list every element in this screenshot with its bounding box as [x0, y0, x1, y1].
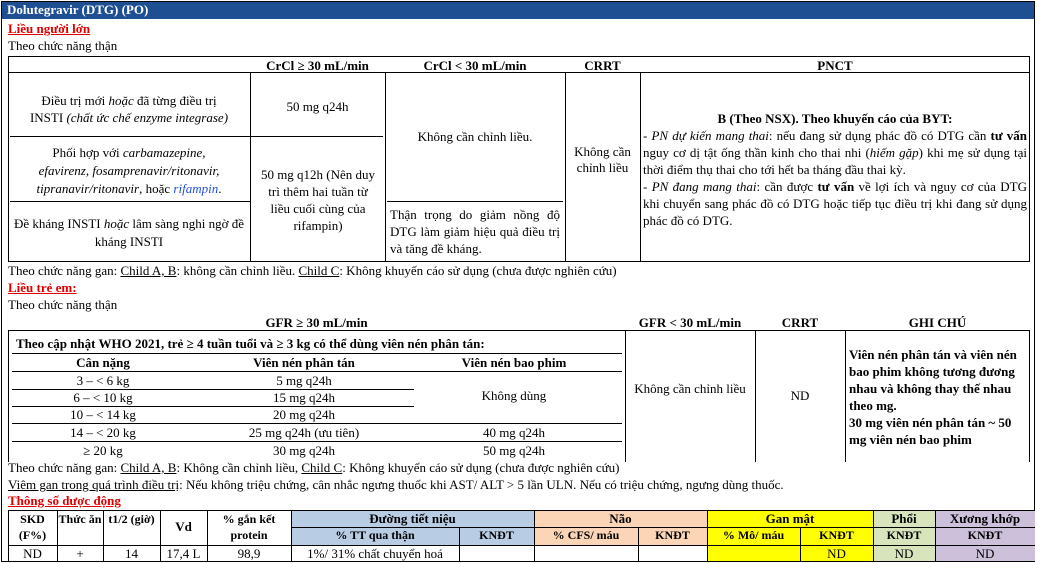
child-liver-note: Theo chức năng gan: Child A, B: Không cần chỉnh liều, Child C: Không khuyến cáo sử dụng (chưa được nghiên cứu): [8, 460, 620, 475]
pk-heading: Thông số dược động: [8, 493, 121, 508]
pk-col-half-life: t1/2 (giờ): [108, 512, 155, 526]
pk-sub-lung-kndt: KNĐT: [886, 528, 922, 542]
film-row-4: 40 mg q24h: [482, 425, 546, 440]
pk-val-half-life: 14: [125, 546, 138, 561]
pk-group-brain: Não: [609, 511, 632, 526]
pk-brain-value-bg: [534, 545, 707, 561]
child-header-crrt: CRRT: [781, 315, 819, 330]
adult-situation-resistance: Đề kháng INSTI hoặc lâm sàng nghi ngờ đề kháng INSTI: [13, 216, 245, 249]
pk-sub-urinary-kndt: KNĐT: [479, 528, 514, 542]
adult-header-crcl-high: CrCl ≥ 30 mL/min: [266, 58, 369, 73]
film-not-used: Không dùng: [481, 388, 547, 403]
adult-crrt-value: Không cần chỉnh liều: [574, 144, 631, 175]
child-header-note: GHI CHÚ: [908, 315, 967, 330]
pk-sub-renal-pct: % TT qua thận: [335, 528, 415, 542]
pk-val-liver-kndt: ND: [827, 546, 846, 561]
pnct-planning: - PN dự kiến mang thai: nếu đang sử dụng phác đồ có DTG cần tư vấn nguy cơ dị tật ống thần kinh cho thai nhi (hiếm gặp) khi mẹ sử dụng tại thời điểm thụ thai cho tới hết ba tháng đầu thai kỳ.: [643, 128, 1027, 177]
pk-group-liver: Gan mật: [765, 511, 815, 526]
pnct-title: B (Theo NSX). Theo khuyến cáo của BYT:: [717, 111, 953, 126]
weight-row-4: 14 – < 20 kg: [70, 425, 136, 440]
pk-val-skd: ND: [23, 546, 42, 561]
film-row-5: 50 mg q24h: [482, 443, 546, 458]
adult-heading: Liều người lớn: [8, 21, 91, 36]
adult-situation-new: Điều trị mới hoặc đã từng điều trị INSTI (chất ức chế enzyme integrase): [29, 93, 229, 125]
adult-renal-label: Theo chức năng thận: [8, 38, 118, 53]
drug-title: Dolutegravir (DTG) (PO): [7, 2, 149, 17]
pk-sub-brain-kndt: KNĐT: [655, 528, 690, 542]
pk-val-bone-kndt: ND: [975, 546, 995, 561]
pk-col-skd: SKD (F%): [18, 512, 47, 542]
weight-row-5: ≥ 20 kg: [83, 443, 123, 458]
child-renal-label: Theo chức năng thận: [8, 297, 118, 312]
dispersible-row-4: 25 mg q24h (ưu tiên): [248, 425, 360, 440]
dispersible-row-2: 15 mg q24h: [272, 390, 336, 405]
child-note: Viên nén phân tán và viên nén bao phim không tương đương nhau và không thay thế nhau theo mg. 30 mg viên nén phân tán ~ 50 mg viên nén bao phim: [849, 347, 1017, 447]
dispersible-row-1: 5 mg q24h: [276, 373, 332, 388]
adult-header-crcl-low: CrCl < 30 mL/min: [423, 58, 527, 73]
pk-col-food: Thức ăn: [58, 512, 102, 526]
pnct-pregnant: - PN đang mang thai: cần được tư vấn về lợi ích và nguy cơ của DTG khi chuyển sang phác đồ có DTG hoặc tiếp tục điều trị khi đang sử dụng phác đồ có DTG.: [643, 179, 1028, 228]
child-heading: Liều trẻ em:: [8, 280, 77, 295]
child-header-gfr-low: GFR < 30 mL/min: [638, 315, 742, 330]
child-col-film: Viên nén bao phim: [461, 355, 567, 370]
weight-row-1: 3 – < 6 kg: [76, 373, 130, 388]
weight-row-3: 10 – < 14 kg: [70, 407, 136, 422]
child-col-weight: Cân nặng: [76, 355, 130, 370]
pk-val-protein: 98,9: [237, 546, 261, 561]
pk-sub-liver-kndt: KNĐT: [819, 528, 854, 542]
pk-col-protein: % gắn kết protein: [222, 512, 276, 542]
child-crrt-value: ND: [790, 388, 810, 403]
adult-situation-coadmin: Phối hợp với carbamazepine, efavirenz, fosamprenavir/ritonavir, tipranavir/ritonavir, hoặc rifampin.: [36, 145, 222, 196]
adult-crcl-low-no-adjust: Không cần chỉnh liều.: [417, 129, 533, 144]
child-col-dispersible: Viên nén phân tán: [253, 355, 355, 370]
pk-val-lung-kndt: ND: [894, 546, 914, 561]
dispersible-row-5: 30 mg q24h: [272, 443, 336, 458]
child-gfr-low-value: Không cần chỉnh liều: [634, 381, 746, 396]
pk-val-vd: 17,4 L: [166, 546, 201, 561]
who-title: Theo cập nhật WHO 2021, trẻ ≥ 4 tuần tuổi và ≥ 3 kg có thể dùng viên nén phân tán:: [16, 336, 485, 351]
adult-pnct-text: [643, 110, 1027, 229]
adult-dose-standard: 50 mg q24h: [286, 99, 349, 114]
pk-sub-csf: % CFS/ máu: [552, 528, 620, 542]
pk-col-vd: Vd: [175, 519, 192, 534]
adult-liver-note: Theo chức năng gan: Child A, B: không cần chỉnh liều. Child C: Không khuyến cáo sử dụng (chưa được nghiên cứu): [8, 263, 617, 278]
child-hepatitis-note: Viêm gan trong quá trình điều trị: Nếu không triệu chứng, cân nhắc ngưng thuốc khi AST/ ALT > 5 lần ULN. Nếu có triệu chứng, ngưng dùng thuốc.: [8, 477, 784, 492]
pk-sub-tissue: % Mô/ máu: [722, 528, 785, 542]
dispersible-row-3: 20 mg q24h: [272, 407, 336, 422]
pk-group-lung: Phổi: [891, 511, 917, 526]
weight-row-2: 6 – < 10 kg: [73, 390, 133, 405]
pk-val-renal: 1%/ 31% chất chuyển hoá: [307, 546, 443, 561]
adult-dose-q12h: 50 mg q12h (Nên duy trì thêm hai tuần từ liều cuối cùng của rifampin): [260, 167, 376, 233]
pk-group-urinary: Đường tiết niệu: [369, 511, 456, 526]
pk-group-bone: Xương khớp: [949, 511, 1021, 526]
child-header-gfr-high: GFR ≥ 30 mL/min: [265, 315, 368, 330]
pk-val-food: +: [76, 546, 84, 561]
adult-crcl-low-caution: Thận trọng do giảm nồng độ DTG làm giảm hiệu quả điều trị và tăng đề kháng.: [390, 207, 560, 256]
adult-header-pnct: PNCT: [817, 58, 853, 73]
pk-sub-bone-kndt: KNĐT: [967, 528, 1003, 542]
adult-header-crrt: CRRT: [584, 58, 621, 73]
